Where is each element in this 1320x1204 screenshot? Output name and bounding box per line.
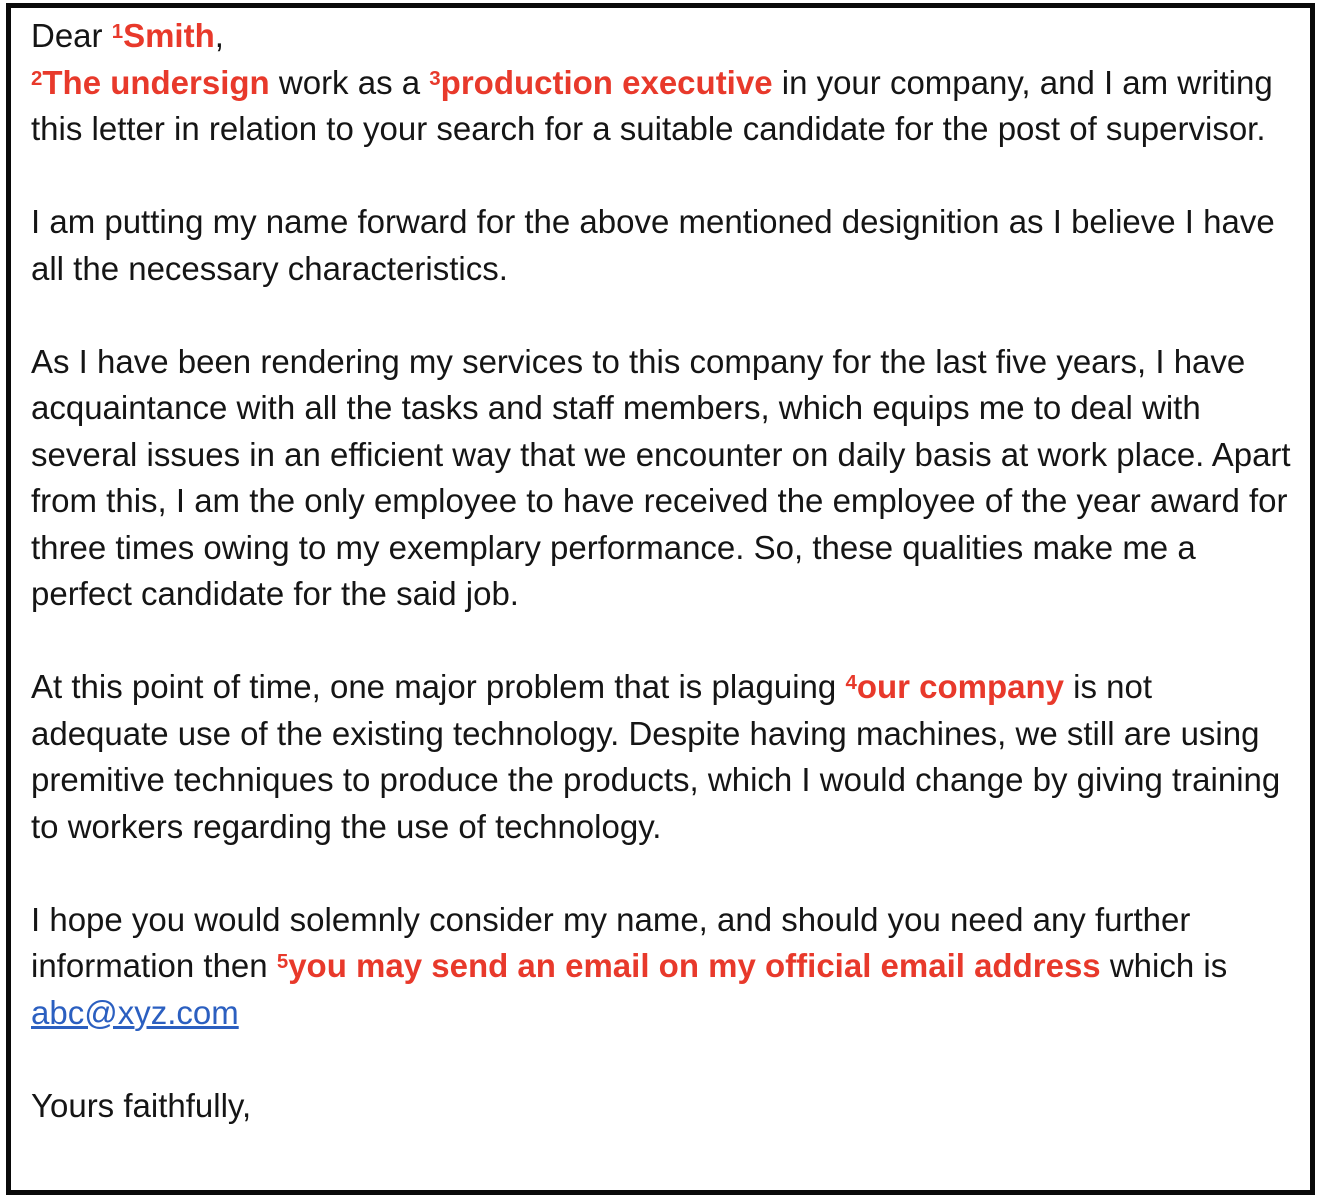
paragraph-problem xyxy=(31,664,1294,850)
annotation-marker-5: 5 xyxy=(276,950,289,974)
problem-text-2: is not adequate use of the existing technology. Despite having machines, we still are using premitive techniques to produce the products, which I would change by giving training to workers regarding the use of technology. xyxy=(31,668,1281,845)
annotation-marker-3: 3 xyxy=(429,66,441,90)
highlight-recipient-name: $^1$Smith xyxy=(111,17,215,54)
salutation-comma: , xyxy=(214,17,224,54)
intro-text-2: in your company, and I am writing this letter in relation to your search for a suitable candidate for the post of supervisor. xyxy=(31,63,1273,147)
letter-body xyxy=(31,13,1294,1129)
highlight-job-title: $^3$production executive xyxy=(429,63,773,101)
salutation-text: Dear xyxy=(31,17,112,54)
closing-line: Yours faithfully, xyxy=(31,1086,252,1124)
paragraph-salutation-intro xyxy=(31,13,1294,153)
annotation-marker-1: 1 xyxy=(111,20,124,44)
contact-text-1: I hope you would solemnly consider my name, and should you need any further information then xyxy=(31,900,1191,984)
contact-text-2: which is xyxy=(1100,947,1228,984)
annotation-marker-2: 2 xyxy=(31,66,43,90)
highlight-our-company: $^4$our company xyxy=(845,668,1065,705)
email-address-link[interactable]: abc@xyz.com xyxy=(31,993,239,1031)
paragraph-contact xyxy=(31,897,1294,1037)
paragraph-candidacy: I am putting my name forward for the above mentioned designition as I believe I have all the necessary characteristics. xyxy=(31,203,1275,287)
letter-page xyxy=(6,3,1315,1195)
problem-text-1: At this point of time, one major problem that is plaguing xyxy=(31,668,846,705)
annotation-marker-4: 4 xyxy=(845,671,857,695)
paragraph-experience: As I have been rendering my services to this company for the last five years, I have acquaintance with all the tasks and staff members, which equips me to deal with several issues in an efficient way that we encounter on daily basis at work place. Apart from this, I am the only employee to have received the employee of the year award for three times owing to my exemplary performance. So, these qualities make me a perfect candidate for the said job. xyxy=(31,342,1291,612)
highlight-the-undersign: $^2$The undersign xyxy=(31,63,270,101)
intro-text-1: work as a xyxy=(269,63,430,101)
highlight-email-instruction: $^5$you may send an email on my official email address xyxy=(276,947,1101,984)
